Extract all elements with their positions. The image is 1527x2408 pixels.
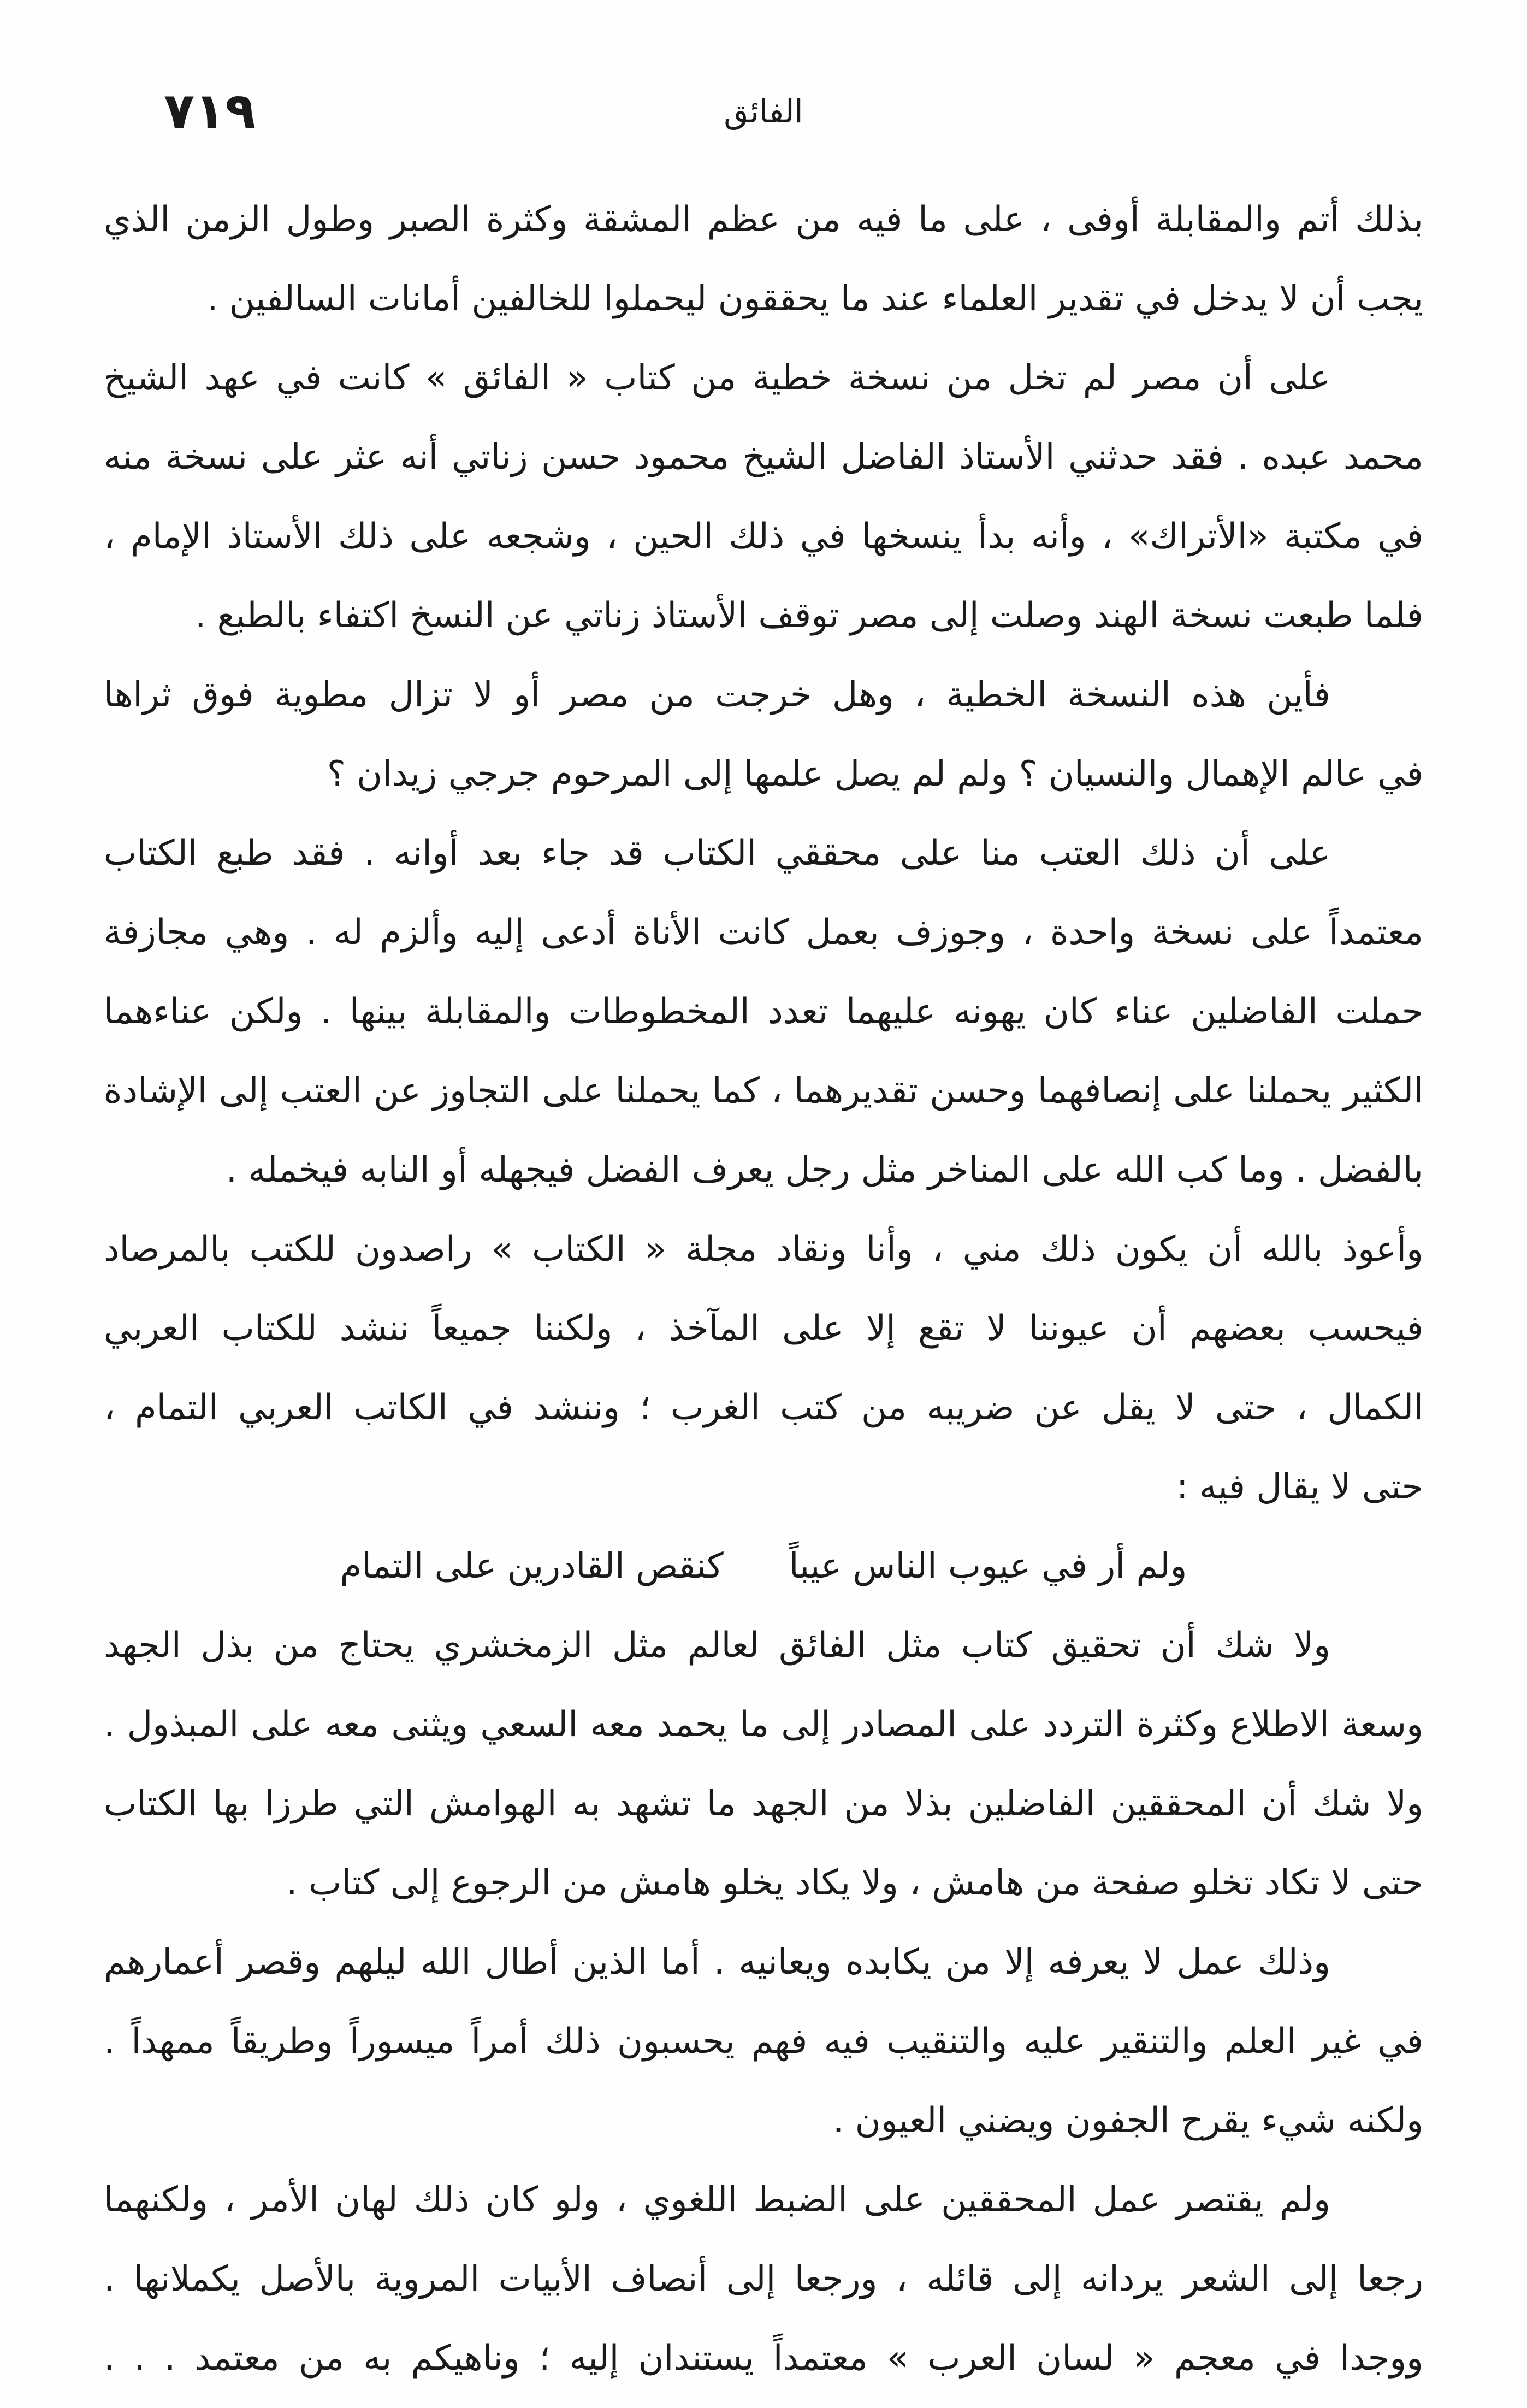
verse-first-hemistich: ولم أر في عيوب الناس عيباً [789, 1546, 1187, 1586]
page-header [104, 82, 1423, 142]
page-number: ٧١٩ [164, 82, 256, 140]
text-line: بالفضل . وما كب الله على المناخر مثل رجل يعرف الفضل فيجهله أو النابه فيخمله . [226, 1150, 1423, 1190]
text-line: ولا شك أن تحقيق كتاب مثل الفائق لعالم مثل الزمخشري يحتاج من بذل الجهد [104, 1625, 1330, 1666]
text-line: الكثير يحملنا على إنصافهما وحسن تقديرهما ، كما يحملنا على التجاوز عن العتب إلى الإشادة [104, 1071, 1423, 1111]
text-line: في مكتبة «الأتراك» ، وأنه بدأ ينسخها في ذلك الحين ، وشجعه على ذلك الأستاذ الإمام ، [104, 516, 1423, 557]
text-line: محمد عبده . فقد حدثني الأستاذ الفاضل الشيخ محمود حسن زناتي أنه عثر على نسخة منه [104, 437, 1423, 477]
text-line: وأعوذ بالله أن يكون ذلك مني ، وأنا ونقاد مجلة « الكتاب » راصدون للكتب بالمرصاد [104, 1229, 1423, 1270]
text-line: على أن ذلك العتب منا على محققي الكتاب قد جاء بعد أوانه . فقد طبع الكتاب [104, 833, 1330, 874]
verse-second-hemistich: كنقص القادرين على التمام [340, 1546, 724, 1586]
text-line: حتى لا يقال فيه : [1176, 1467, 1423, 1507]
text-line: في عالم الإهمال والنسيان ؟ ولم لم يصل علمها إلى المرحوم جرجي زيدان ؟ [327, 754, 1423, 794]
text-line: ولكنه شيء يقرح الجفون ويضني العيون . [832, 2100, 1423, 2141]
text-line: فأين هذه النسخة الخطية ، وهل خرجت من مصر أو لا تزال مطوية فوق ثراها [104, 675, 1330, 715]
verse-line [104, 1527, 1423, 1606]
text-line: في غير العلم والتنقير عليه والتنقيب فيه فهم يحسبون ذلك أمراً ميسوراً وطريقاً ممهداً . [104, 2021, 1423, 2062]
text-line: ولا شك أن المحققين الفاضلين بذلا من الجهد ما تشهد به الهوامش التي طرزا بها الكتاب [104, 1784, 1423, 1824]
text-line: وسعة الاطلاع وكثرة التردد على المصادر إلى ما يحمد معه السعي ويثنى معه على المبذول . [104, 1704, 1423, 1745]
text-line: ولم يقتصر عمل المحققين على الضبط اللغوي ، ولو كان ذلك لهان الأمر ، ولكنهما [104, 2180, 1330, 2220]
text-line: وذلك عمل لا يعرفه إلا من يكابده ويعانيه . أما الذين أطال الله ليلهم وقصر أعمارهم [104, 1942, 1330, 1982]
running-title: الفائق [724, 93, 803, 130]
text-line: يجب أن لا يدخل في تقدير العلماء عند ما يحققون ليحملوا للخالفين أمانات السالفين . [207, 279, 1423, 319]
text-line: الكمال ، حتى لا يقل عن ضريبه من كتب الغرب ؛ وننشد في الكاتب العربي التمام ، [104, 1388, 1423, 1428]
text-line: ووجدا في معجم « لسان العرب » معتمداً يستندان إليه ؛ وناهيكم به من معتمد . . . [104, 2338, 1423, 2379]
text-line: فيحسب بعضهم أن عيوننا لا تقع إلا على المآخذ ، ولكننا جميعاً ننشد للكتاب العربي [104, 1308, 1423, 1349]
text-line: حملت الفاضلين عناء كان يهونه عليهما تعدد المخطوطات والمقابلة بينها . ولكن عناءهما [104, 991, 1423, 1032]
text-line: بذلك أتم والمقابلة أوفى ، على ما فيه من عظم المشقة وكثرة الصبر وطول الزمن الذي [104, 199, 1423, 240]
body-text [104, 180, 1423, 2398]
text-line: فلما طبعت نسخة الهند وصلت إلى مصر توقف الأستاذ زناتي عن النسخ اكتفاء بالطبع . [194, 595, 1423, 636]
text-line: حتى لا تكاد تخلو صفحة من هامش ، ولا يكاد يخلو هامش من الرجوع إلى كتاب . [286, 1863, 1423, 1903]
text-line: رجعا إلى الشعر يردانه إلى قائله ، ورجعا إلى أنصاف الأبيات المروية بالأصل يكملانها . [104, 2259, 1423, 2299]
text-line: معتمداً على نسخة واحدة ، وجوزف بعمل كانت الأناة أدعى إليه وألزم له . وهي مجازفة [104, 912, 1423, 953]
text-line: على أن مصر لم تخل من نسخة خطية من كتاب « الفائق » كانت في عهد الشيخ [104, 358, 1330, 398]
